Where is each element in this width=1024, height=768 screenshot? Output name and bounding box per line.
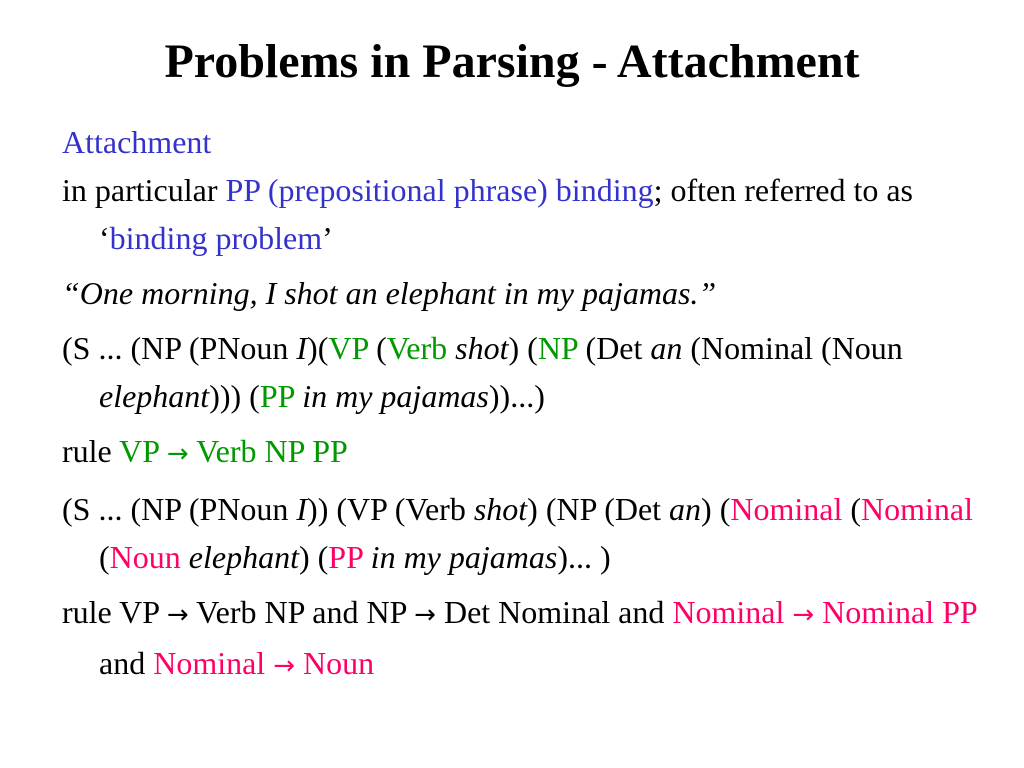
text: I <box>296 491 308 527</box>
bullet-parse-np-attachment <box>62 485 992 581</box>
slide-title: Problems in Parsing - Attachment <box>164 35 860 88</box>
text: an <box>669 491 702 527</box>
text: shot <box>455 330 509 366</box>
bullet-rule-nominal <box>62 588 992 690</box>
text: ( <box>842 491 861 527</box>
text: Det Nominal and <box>435 594 673 630</box>
noun-label: Noun <box>302 645 375 681</box>
text: an <box>650 330 683 366</box>
text <box>363 539 371 575</box>
arrow-icon: → <box>166 600 189 630</box>
text: ) (NP (Det <box>527 491 670 527</box>
text: I <box>296 330 308 366</box>
text <box>447 330 455 366</box>
text: Verb NP and NP <box>188 594 415 630</box>
nominal-pp-label: Nominal PP <box>822 594 977 630</box>
text <box>181 539 189 575</box>
text: (S ... (NP (PNoun <box>62 330 297 366</box>
text: )) (VP (Verb <box>307 491 474 527</box>
text: in particular <box>62 172 226 208</box>
nominal-label: Nominal <box>730 491 843 527</box>
slide-body <box>62 118 992 697</box>
text: ))) ( <box>209 378 260 414</box>
pp-label: PP <box>259 378 295 414</box>
attachment-term: Attachment <box>62 124 212 160</box>
noun-label: Noun <box>109 539 181 575</box>
bullet-rule-vp <box>62 427 992 478</box>
text: )... ) <box>557 539 611 575</box>
text: ) ( <box>298 539 329 575</box>
text: ’ <box>322 220 333 256</box>
example-sentence: “One morning, I shot an elephant in my pajamas.” <box>62 275 717 311</box>
text: shot <box>473 491 528 527</box>
bullet-example-sentence <box>62 269 992 317</box>
text: ))...) <box>488 378 545 414</box>
text: ( <box>368 330 387 366</box>
text: ( <box>99 539 110 575</box>
arrow-icon: → <box>166 439 189 469</box>
bullet-pp-binding <box>62 166 992 262</box>
vp-label: VP <box>119 433 159 469</box>
nominal-label: Nominal <box>153 645 266 681</box>
text: (Det <box>577 330 651 366</box>
text: in my pajamas <box>302 378 489 414</box>
bullet-parse-vp-attachment <box>62 324 992 420</box>
text: rule <box>62 433 120 469</box>
arrow-icon: → <box>414 600 436 630</box>
text: (S ... (NP (PNoun <box>62 491 297 527</box>
text: elephant <box>99 378 210 414</box>
text: ) ( <box>701 491 731 527</box>
pp-label: PP <box>328 539 363 575</box>
text: )( <box>307 330 329 366</box>
text: rule VP <box>62 594 167 630</box>
np-label: NP <box>537 330 578 366</box>
bullet-attachment <box>62 118 992 166</box>
arrow-icon: → <box>792 600 815 630</box>
binding-problem-term: binding problem <box>109 220 323 256</box>
text: elephant <box>188 539 299 575</box>
text: ) ( <box>508 330 538 366</box>
text: ; often referred to as ‘ <box>99 172 913 256</box>
text: (Nominal (Noun <box>682 330 903 366</box>
nominal-label: Nominal <box>672 594 785 630</box>
arrow-icon: → <box>273 651 295 681</box>
rule-rhs: Verb NP PP <box>196 433 348 469</box>
vp-label: VP <box>328 330 369 366</box>
pp-binding-term: PP (prepositional phrase) binding <box>225 172 654 208</box>
nominal-label: Nominal <box>861 491 973 527</box>
text: and <box>99 645 154 681</box>
verb-label: Verb <box>386 330 448 366</box>
text: in my pajamas <box>370 539 558 575</box>
